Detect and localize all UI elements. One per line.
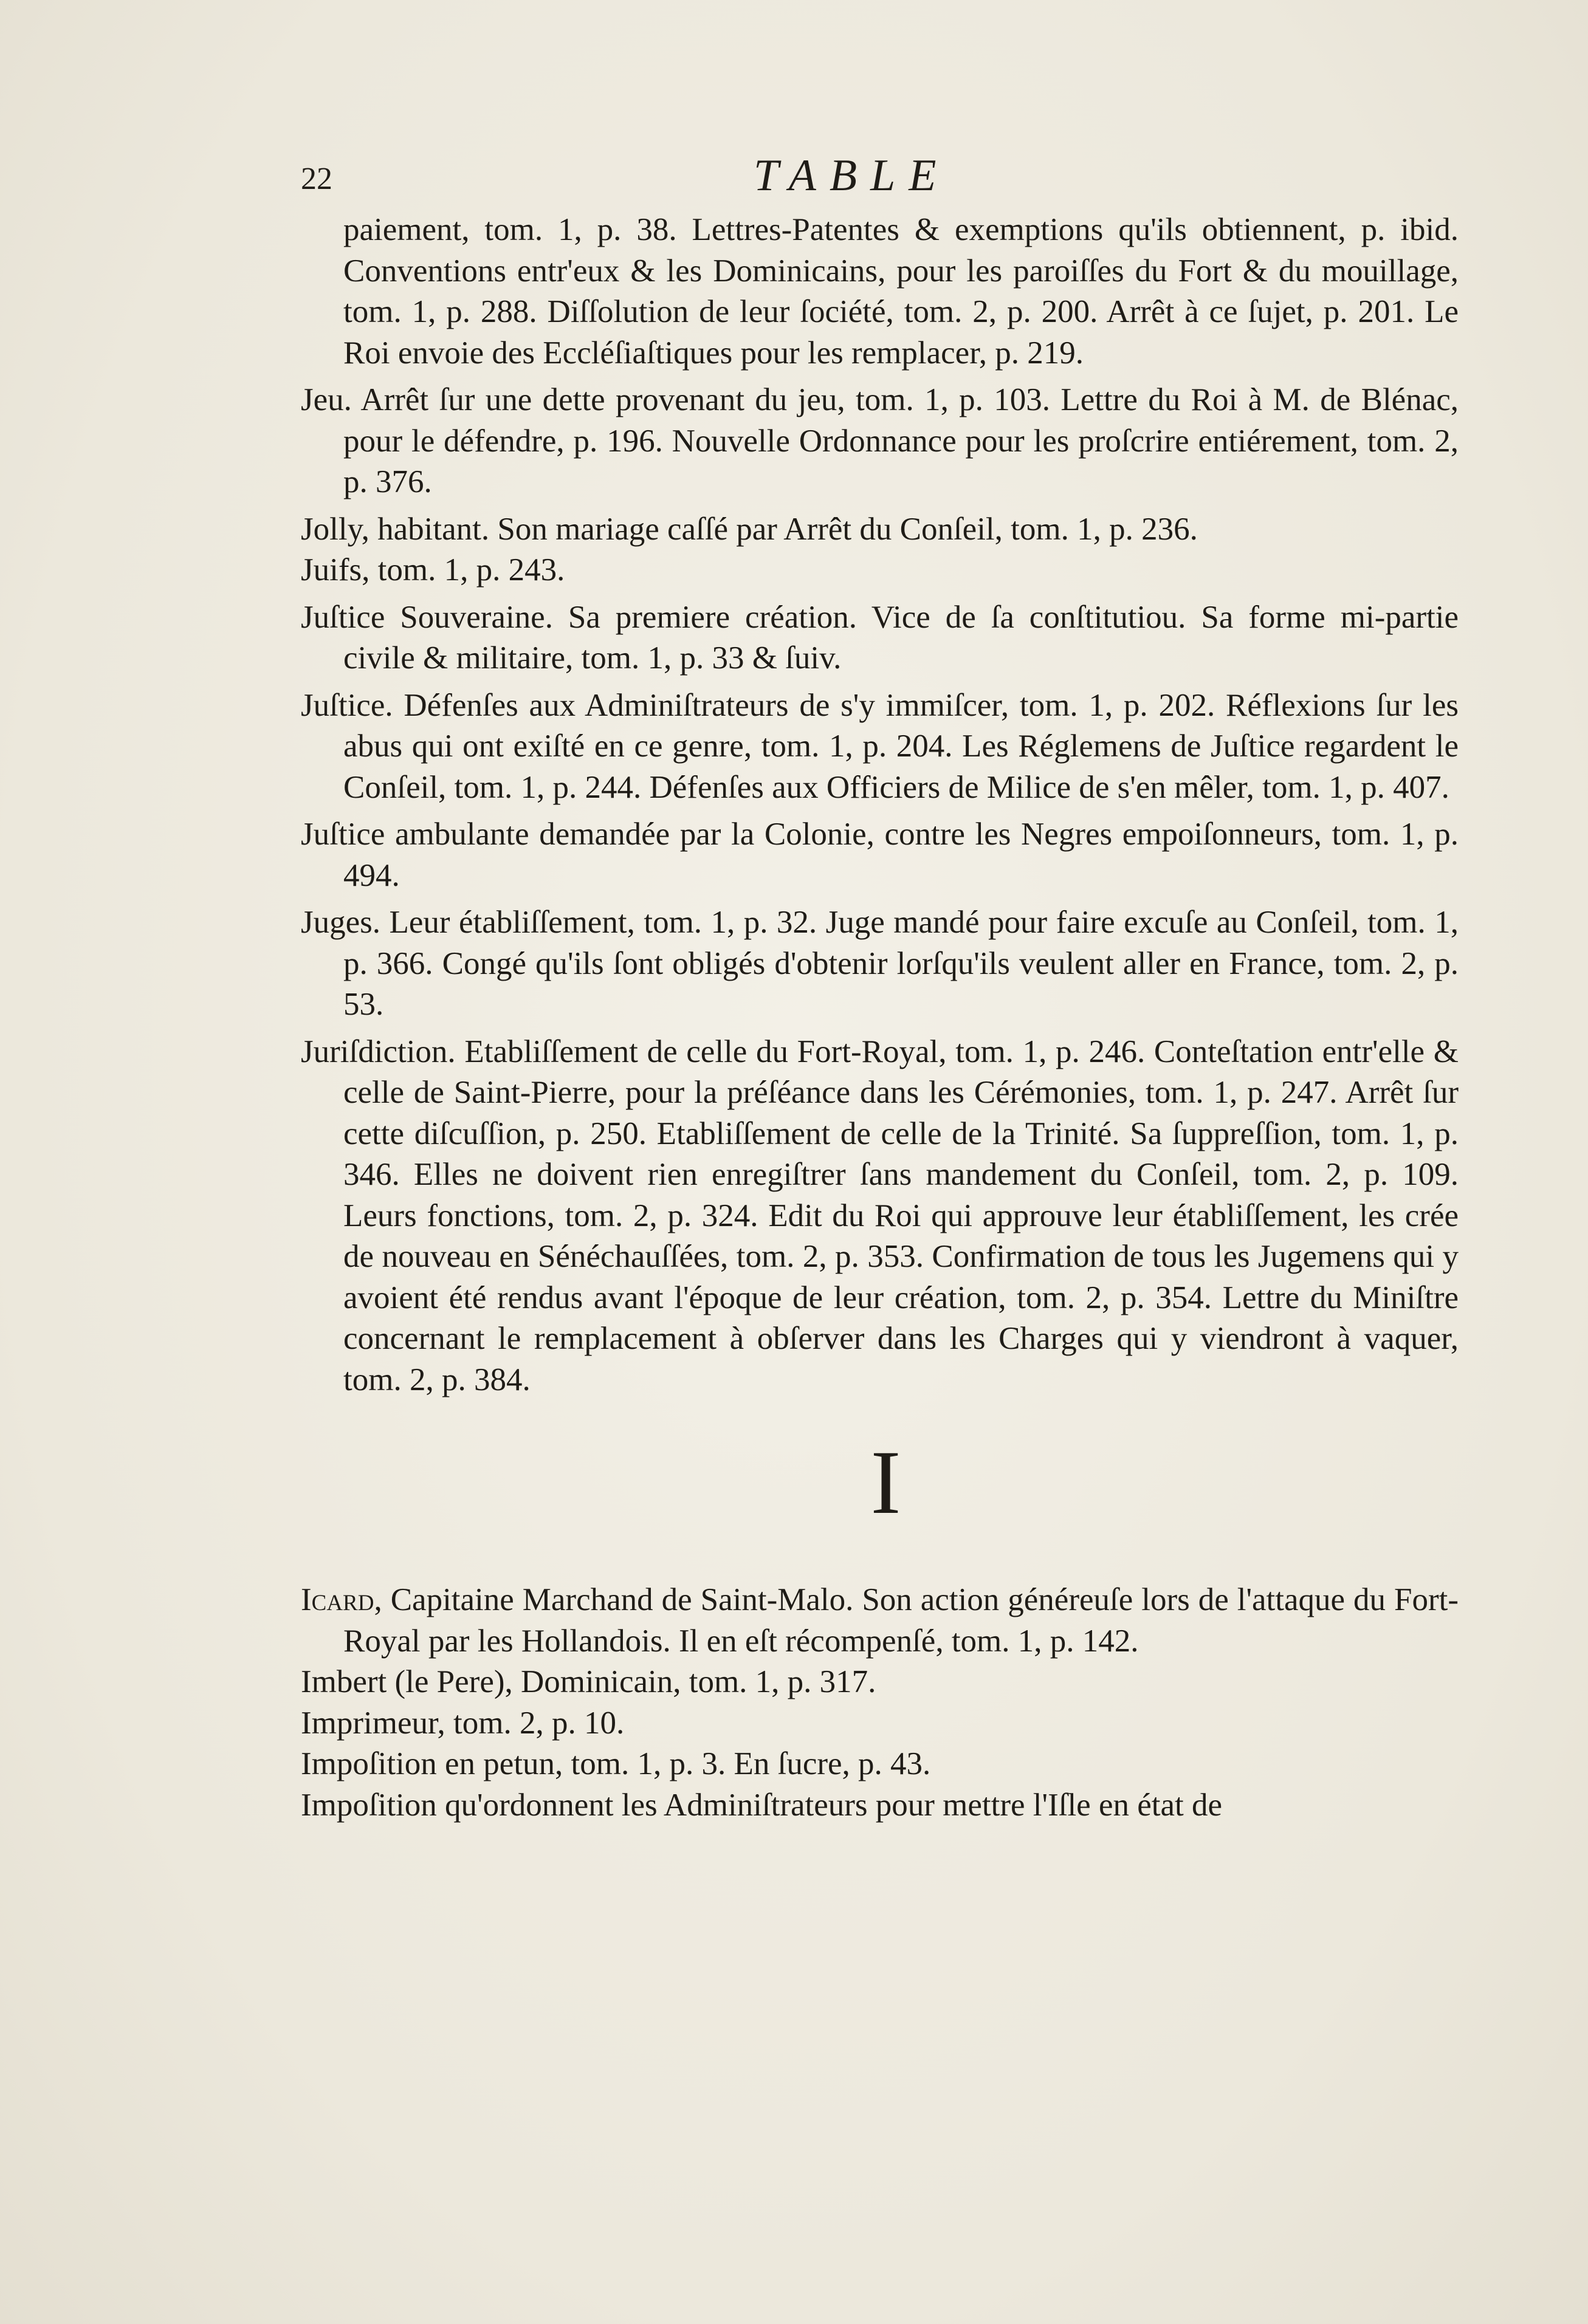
index-body [301,210,1459,1826]
entry-text: , Capitaine Marchand de Saint-Malo. Son action généreuſe lors de l'attaque du Fort-Royal par les Hollandois. Il en eſt récompenſé, tom. 1, p. 142. [343,1582,1459,1659]
page-header [301,151,1474,210]
index-entry-justice-ambulante: Juſtice ambulante demandée par la Colonie, contre les Negres empoiſonneurs, tom. 1, p. 494. [301,817,1459,893]
index-entry-jolly: Jolly, habitant. Son mariage caſſé par Arrêt du Conſeil, tom. 1, p. 236. [301,511,1198,547]
index-entry-juges: Juges. Leur établiſſement, tom. 1, p. 32. Juge mandé pour faire excuſe au Conſeil, tom. 1, p. 366. Congé qu'ils ſont obligés d'obtenir lorſqu'ils veulent aller en France, tom. 2, p. 53. [301,905,1459,1022]
index-entry-imprimeur: Imprimeur, tom. 2, p. 10. [301,1705,625,1741]
index-entry-justice-souveraine: Juſtice Souveraine. Sa premiere création. Vice de ſa conſtitutiou. Sa forme mi-partie civile & militaire, tom. 1, p. 33 & ſuiv. [301,599,1459,676]
running-title: TABLE [754,151,950,201]
index-entry-imposition-administrateurs: Impoſition qu'ordonnent les Adminiſtrateurs pour mettre l'Iſle en état de [301,1787,1222,1823]
section-letter-heading: I [870,1432,901,1533]
index-entry-jeu: Jeu. Arrêt ſur une dette provenant du jeu, tom. 1, p. 103. Lettre du Roi à M. de Blénac, pour le défendre, p. 196. Nouvelle Ordonnance pour les proſcrire entiérement, tom. 2, p. 376. [301,382,1459,499]
index-entry-icard [301,1580,1459,1662]
index-entry-continued: paiement, tom. 1, p. 38. Lettres-Patentes & exemptions qu'ils obtiennent, p. ibid. Conventions entr'eux & les Dominicains, pour les paroiſſes du Fort & du mouillage, tom. 1, p. 288. Diſſolution de leur ſociété, tom. 2, p. 200. Arrêt à ce ſujet, p. 201. Le Roi envoie des Eccléſiaſtiques pour les remplacer, p. 219. [343,212,1459,371]
index-entry-imposition-petun: Impoſition en petun, tom. 1, p. 3. En ſucre, p. 43. [301,1746,931,1781]
index-entry-jurisdiction: Juriſdiction. Etabliſſement de celle du Fort-Royal, tom. 1, p. 246. Conteſtation entr'elle & celle de Saint-Pierre, pour la préſéance dans les Cérémonies, tom. 1, p. 247. Arrêt ſur cette diſcuſſion, p. 250. Etabliſſement de celle de la Trinité. Sa ſuppreſſion, tom. 1, p. 346. Elles ne doivent rien enregiſtrer ſans mandement du Conſeil, tom. 2, p. 109. Leurs fonctions, tom. 2, p. 324. Edit du Roi qui approuve leur établiſſement, les crée de nouveau en Sénéchauſſées, tom. 2, p. 353. Confirmation de tous les Jugemens qui y avoient été rendus avant l'époque de leur création, tom. 2, p. 354. Lettre du Miniſtre concernant le remplacement à obſerver dans les Charges qui y viendront à vaquer, tom. 2, p. 384. [301,1033,1459,1397]
index-entry-justice: Juſtice. Défenſes aux Adminiſtrateurs de s'y immiſcer, tom. 1, p. 202. Réflexions ſur les abus qui ont exiſté en ce genre, tom. 1, p. 204. Les Réglemens de Juſtice regardent le Conſeil, tom. 1, p. 244. Défenſes aux Officiers de Milice de s'en mêler, tom. 1, p. 407. [301,687,1459,805]
index-entry-juifs: Juifs, tom. 1, p. 243. [301,552,565,588]
page-number: 22 [301,162,332,196]
index-entry-imbert: Imbert (le Pere), Dominicain, tom. 1, p. 317. [301,1664,876,1699]
entry-lead-name: Icard [301,1582,374,1617]
